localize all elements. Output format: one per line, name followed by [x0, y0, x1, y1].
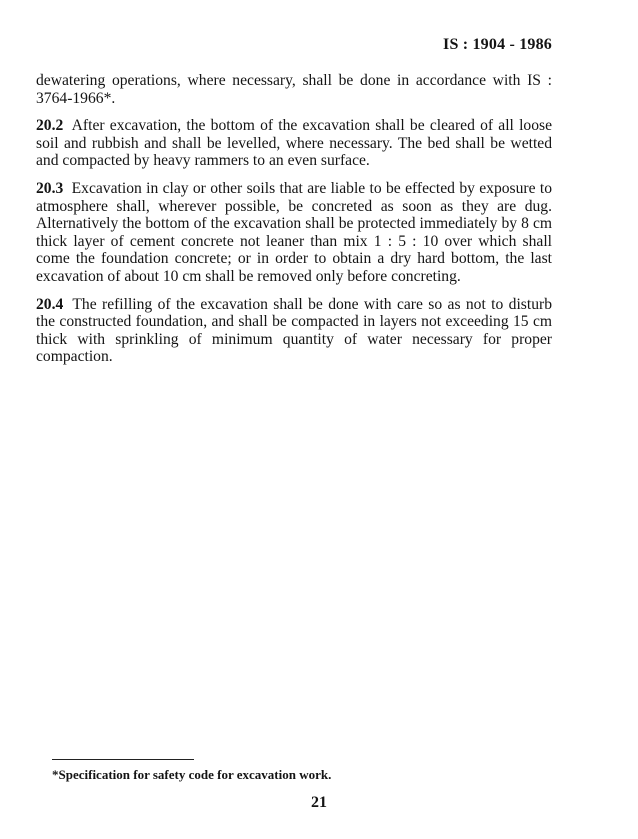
footnote-divider: [52, 759, 194, 760]
body-text: [36, 72, 552, 376]
paragraph-text: Excavation in clay or other soils that are liable to be effected by exposure to atmosphere shall, wherever possible, be concreted as soon as they are dug. Alternatively the bottom of the excavation shall be protected immediately by 8 cm thick layer of cement concrete not leaner than mix 1 : 5 : 10 over which shall come the foundation concrete; or in order to obtain a dry hard bottom, the last excavation of about 10 cm shall be removed only before concreting.: [36, 179, 552, 285]
footnote: *Specification for safety code for excavation work.: [52, 767, 332, 782]
standard-reference-header: IS : 1904 - 1986: [443, 36, 552, 53]
paragraph-number: 20.3: [36, 179, 64, 197]
paragraph-number: 20.2: [36, 117, 64, 135]
paragraph-20-3: [36, 180, 552, 286]
paragraph-text: dewatering operations, where necessary, shall be done in accordance with IS : 3764-1966*.: [36, 72, 552, 107]
paragraph-20-2: [36, 117, 552, 170]
paragraph-text: The refilling of the excavation shall be done with care so as not to disturb the constructed foundation, and shall be compacted in layers not exceeding 15 cm thick with sprinkling of minimum quantity of water necessary for proper compaction.: [36, 295, 552, 366]
paragraph-continuation: [36, 72, 552, 107]
page-number: 21: [311, 794, 327, 811]
paragraph-20-4: [36, 296, 552, 366]
paragraph-text: After excavation, the bottom of the excavation shall be cleared of all loose soil and rubbish and shall be levelled, where necessary. The bed shall be wetted and compacted by heavy rammers to an even surface.: [36, 117, 552, 170]
paragraph-number: 20.4: [36, 295, 64, 313]
